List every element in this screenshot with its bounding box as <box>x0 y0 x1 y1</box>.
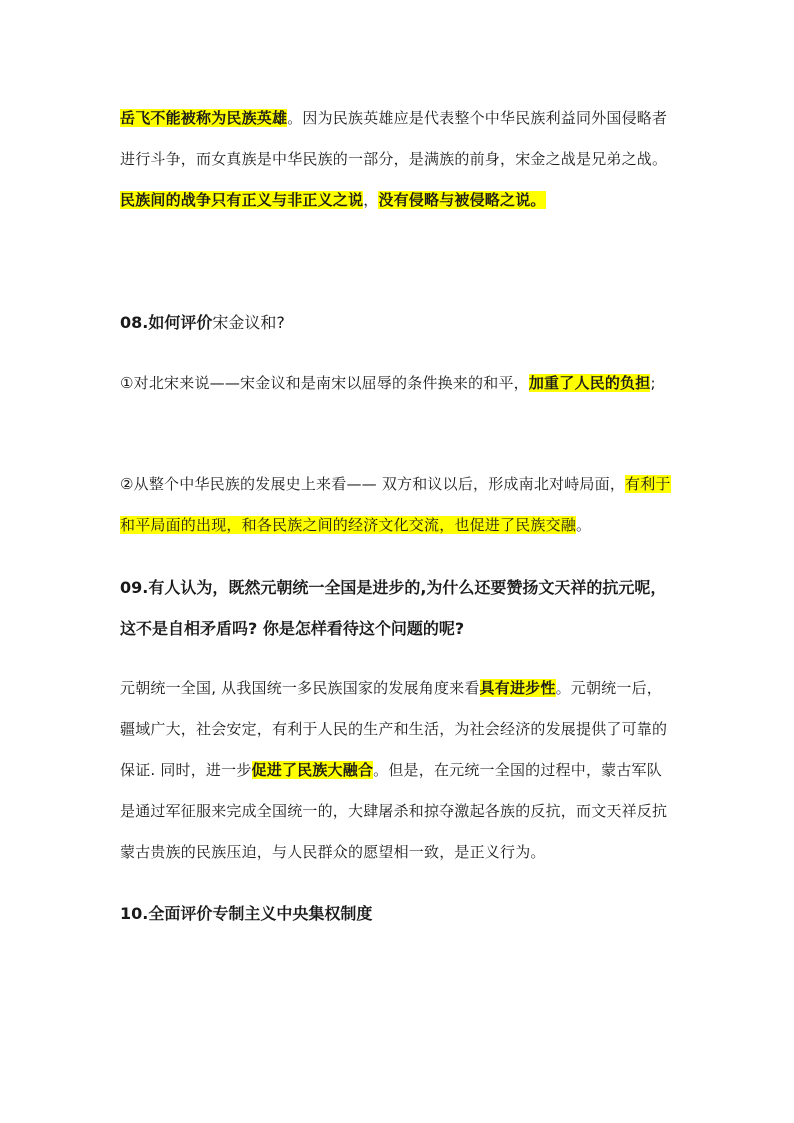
text-north-song: ①对北宋来说——宋金议和是南宋以屈辱的条件换来的和平， <box>120 374 529 392</box>
text-yuan-intro: 元朝统一全国, 从我国统一多民族国家的发展角度来看 <box>120 679 480 697</box>
paragraph-yuan <box>120 668 676 873</box>
question-10-heading: 10.全面评价专制主义中央集权制度 <box>120 904 373 923</box>
highlight-progressive: 具有进步性 <box>479 679 556 697</box>
highlight-peace-exchange: 有利于和平局面的出现，和各民族之间的经济文化交流，也促进了民族交融 <box>120 475 671 534</box>
question-08-heading <box>120 302 680 343</box>
question-08-number: 08. <box>120 313 149 332</box>
text-whole-nation: ②从整个中华民族的发展史上来看—— 双方和议以后，形成南北对峙局面， <box>120 475 626 493</box>
question-08-title-rest: 宋金议和? <box>212 313 285 332</box>
paragraph-yuefei <box>120 98 676 221</box>
text-comma: ， <box>363 191 379 209</box>
text-yuefei-reason: 。因为民族英雄应是代表整个中华民族利益同外国侵略者进行斗争，而女真族是中华民族的一部分，是满族的前身，宋金之战是兄弟之战。 <box>120 109 668 168</box>
question-09-heading: 09.有人认为，既然元朝统一全国是进步的,为什么还要赞扬文天祥的抗元呢，这不是自相矛盾吗? 你是怎样看待这个问题的呢? <box>120 578 667 638</box>
text-yuan-end: 。但是，在元统一全国的过程中，蒙古军队是通过军征服来完成全国统一的，大肆屠杀和掠夺激起各族的反抗，而文天祥反抗蒙古贵族的民族压迫，与人民群众的愿望相一致，是正义行为。 <box>120 761 668 861</box>
text-period: 。 <box>576 516 592 534</box>
paragraph-whole-nation <box>120 464 676 546</box>
highlight-fusion: 促进了民族大融合 <box>251 761 374 779</box>
highlight-no-aggression: 没有侵略与被侵略之说。 <box>378 191 546 209</box>
paragraph-north-song <box>120 363 676 404</box>
highlight-war-justice: 民族间的战争只有正义与非正义之说 <box>120 191 364 209</box>
highlight-burden: 加重了人民的负担 <box>528 374 651 392</box>
question-08-title-bold: 如何评价 <box>148 313 213 332</box>
highlight-yuefei-claim: 岳飞不能被称为民族英雄 <box>120 109 288 127</box>
text-yuan-middle: 。元朝统一后，疆域广大，社会安定，有利于人民的生产和生活，为社会经济的发展提供了可靠的保证. 同时，进一步 <box>120 679 668 779</box>
text-semicolon: ; <box>650 374 656 392</box>
